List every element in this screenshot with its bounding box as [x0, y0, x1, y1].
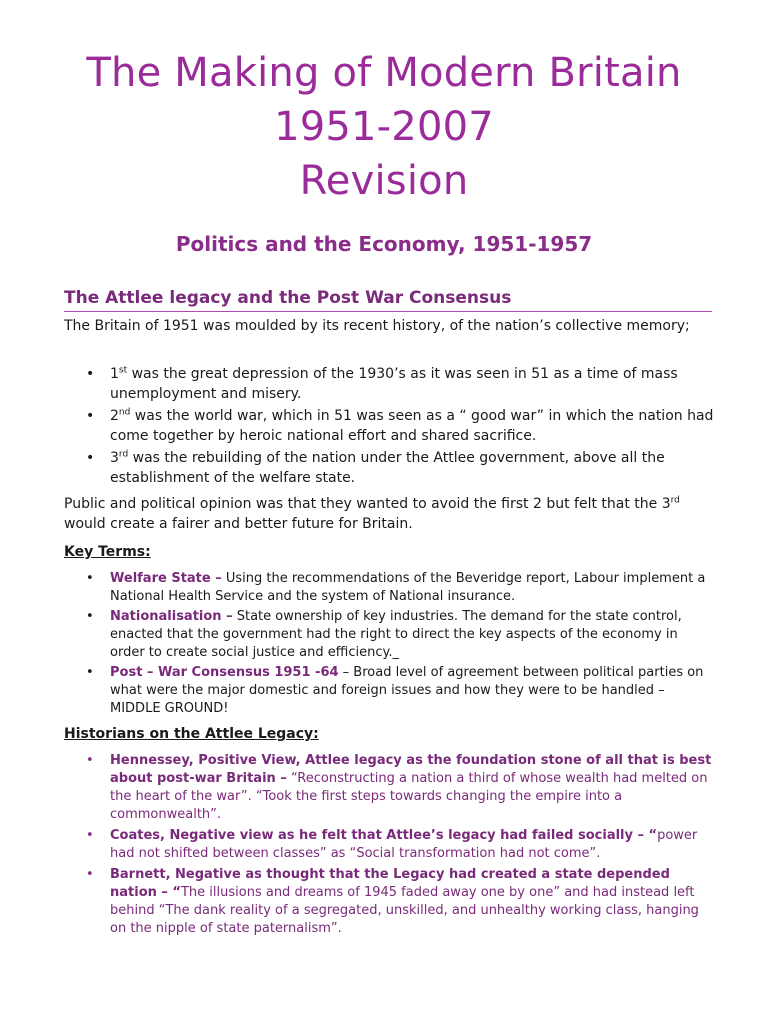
document-title — [0, 46, 768, 208]
historian-quote: “Reconstructing a nation a third of whose wealth had melted on the heart of the war”. “Took the first steps towards changing the empire into a commonwealth”. — [110, 771, 708, 822]
bullet-icon: • — [86, 408, 95, 424]
list-item — [86, 664, 714, 718]
title-line-2: 1951-2007 — [274, 104, 494, 150]
title-line-3: Revision — [299, 158, 469, 204]
bullet-icon: • — [86, 753, 94, 768]
historians-list — [86, 752, 714, 941]
memory-list — [86, 364, 714, 490]
list-item — [86, 752, 714, 824]
bullet-icon: • — [86, 609, 94, 624]
list-item — [86, 827, 714, 863]
intro-paragraph: The Britain of 1951 was moulded by its recent history, of the nation’s collective memory; — [64, 318, 690, 334]
term-name: Welfare State – — [110, 571, 222, 586]
bullet-icon: • — [86, 571, 94, 586]
list-item: • 2nd was the world war, which in 51 was seen as a “ good war” in which the nation had come together by heroic national effort and shared sacrifice. — [86, 407, 714, 444]
historian-quote: power had not shifted between classes” as “Social transformation had not come”. — [110, 828, 698, 861]
historian-quote: The illusions and dreams of 1945 faded away one by one” and had instead left behind “The dank reality of a segregated, unskilled, and unhealthy working class, hanging on the nipple of state paternalism”. — [110, 885, 699, 936]
term-name: Post – War Consensus 1951 -64 — [110, 665, 339, 680]
term-definition: Using the recommendations of the Beveridge report, Labour implement a National Health Service and the system of National insurance. — [110, 571, 706, 604]
historian-view: Barnett, Negative as thought that the Legacy had created a state depended nation – “ — [110, 867, 670, 900]
term-definition: – Broad level of agreement between political parties on what were the major domestic and foreign issues and how they were to be handled – MIDDLE GROUND! — [110, 665, 704, 716]
list-item: • 3rd was the rebuilding of the nation under the Attlee government, above all the establishment of the welfare state. — [86, 449, 665, 486]
historian-view: Hennessey, Positive View, Attlee legacy as the foundation stone of all that is best about post-war Britain – — [110, 753, 712, 786]
bullet-icon: • — [86, 366, 95, 382]
list-item: • 1st was the great depression of the 1930’s as it was seen in 51 as a time of mass unemployment and misery. — [86, 365, 678, 402]
conclusion-paragraph: Public and political opinion was that they wanted to avoid the first 2 but felt that the 3rd would create a fairer and better future for Britain. — [64, 495, 680, 532]
list-item — [86, 570, 714, 606]
section-heading: The Attlee legacy and the Post War Consensus — [64, 288, 712, 312]
bullet-icon: • — [86, 665, 94, 680]
term-definition: State ownership of key industries. The demand for the state control, enacted that the government had the right to direct the key aspects of the economy in order to create social justice and efficiency._ — [110, 609, 682, 660]
historian-view: Coates, Negative view as he felt that Attlee’s legacy had failed socially – “ — [110, 828, 658, 843]
key-terms-list — [86, 570, 714, 720]
key-terms-heading: Key Terms: — [64, 544, 151, 560]
term-name: Nationalisation – — [110, 609, 233, 624]
historians-heading: Historians on the Attlee Legacy: — [64, 726, 319, 742]
bullet-icon: • — [86, 867, 94, 882]
document-subtitle: Politics and the Economy, 1951-1957 — [175, 232, 593, 256]
list-item — [86, 608, 714, 662]
list-item — [86, 866, 714, 938]
bullet-icon: • — [86, 450, 95, 466]
bullet-icon: • — [86, 828, 94, 843]
title-line-1: The Making of Modern Britain — [86, 50, 682, 96]
